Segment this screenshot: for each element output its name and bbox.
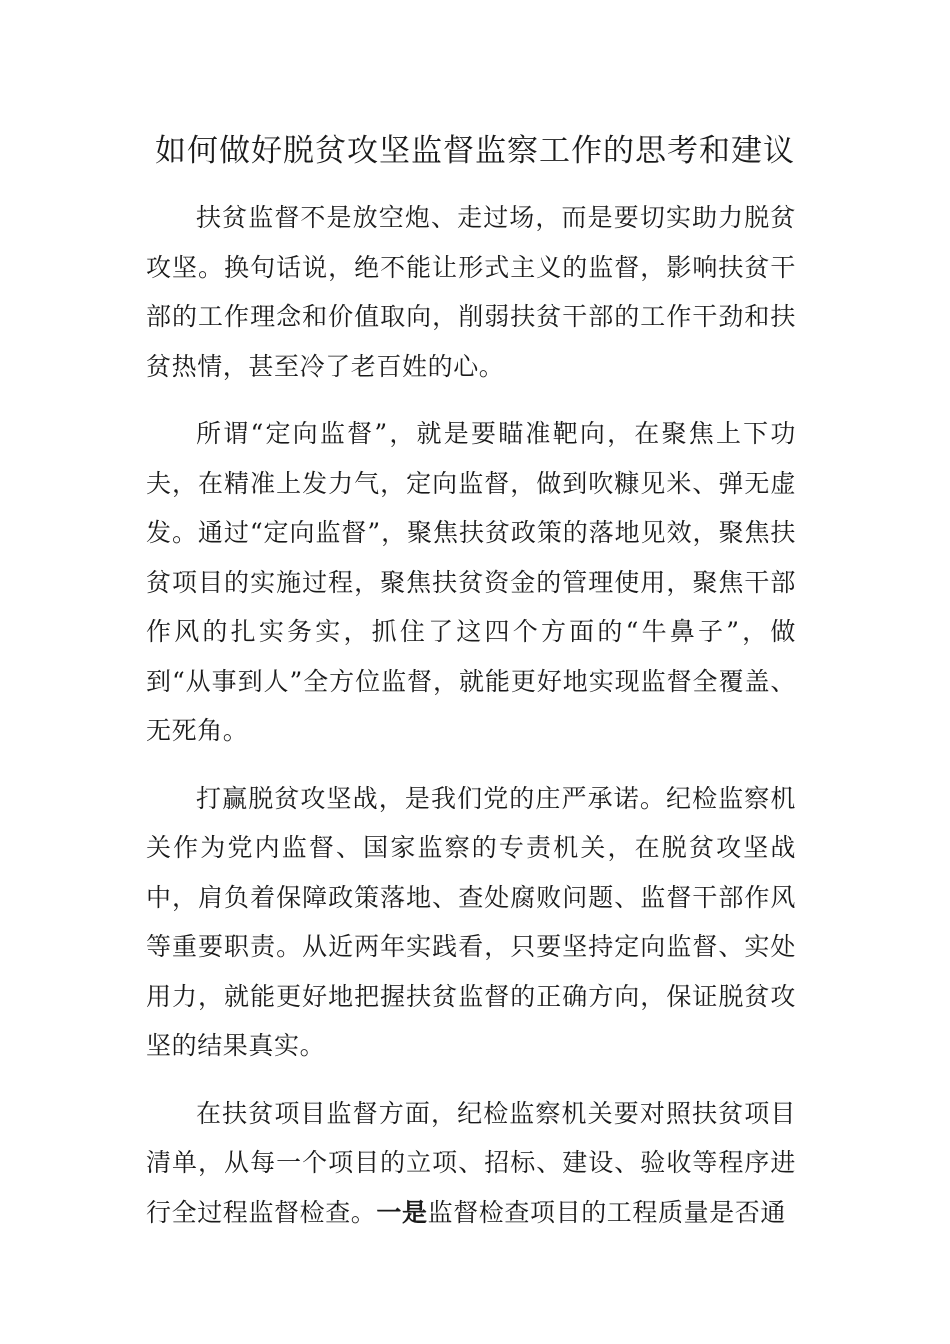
paragraph-1: 扶贫监督不是放空炮、走过场，而是要切实助力脱贫攻坚。换句话说，绝不能让形式主义的监督，影响扶贫干部的工作理念和价值取向，削弱扶贫干部的工作干劲和扶贫热情，甚至冷了老百姓的心。 bbox=[146, 203, 796, 381]
paragraph-4 bbox=[146, 1089, 796, 1238]
paragraph-2: 所谓“定向监督”，就是要瞄准靶向，在聚焦上下功夫，在精准上发力气，定向监督，做到吹糠见米、弹无虚发。通过“定向监督”，聚焦扶贫政策的落地见效，聚焦扶贫项目的实施过程，聚焦扶贫资金的管理使用，聚焦干部作风的扎实务实，抓住了这四个方面的“牛鼻子”，做到“从事到人”全方位监督，就能更好地实现监督全覆盖、无死角。 bbox=[146, 419, 796, 745]
document-title: 如何做好脱贫攻坚监督监察工作的思考和建议 bbox=[155, 133, 795, 169]
document-body bbox=[146, 193, 796, 1255]
paragraph-4-text-before: 在扶贫项目监督方面，纪检监察机关要对照扶贫项目清单，从每一个项目的立项、招标、建设、验收等程序进行全过程监督检查。 bbox=[146, 1098, 796, 1227]
paragraph-4-bold-marker: 一是 bbox=[376, 1197, 428, 1227]
paragraph-4-text-after: 监督检查项目的工程质量是否通 bbox=[427, 1197, 787, 1227]
paragraph-3: 打赢脱贫攻坚战，是我们党的庄严承诺。纪检监察机关作为党内监督、国家监察的专责机关，在脱贫攻坚战中，肩负着保障政策落地、查处腐败问题、监督干部作风等重要职责。从近两年实践看，只要坚持定向监督、实处用力，就能更好地把握扶贫监督的正确方向，保证脱贫攻坚的结果真实。 bbox=[146, 783, 796, 1060]
